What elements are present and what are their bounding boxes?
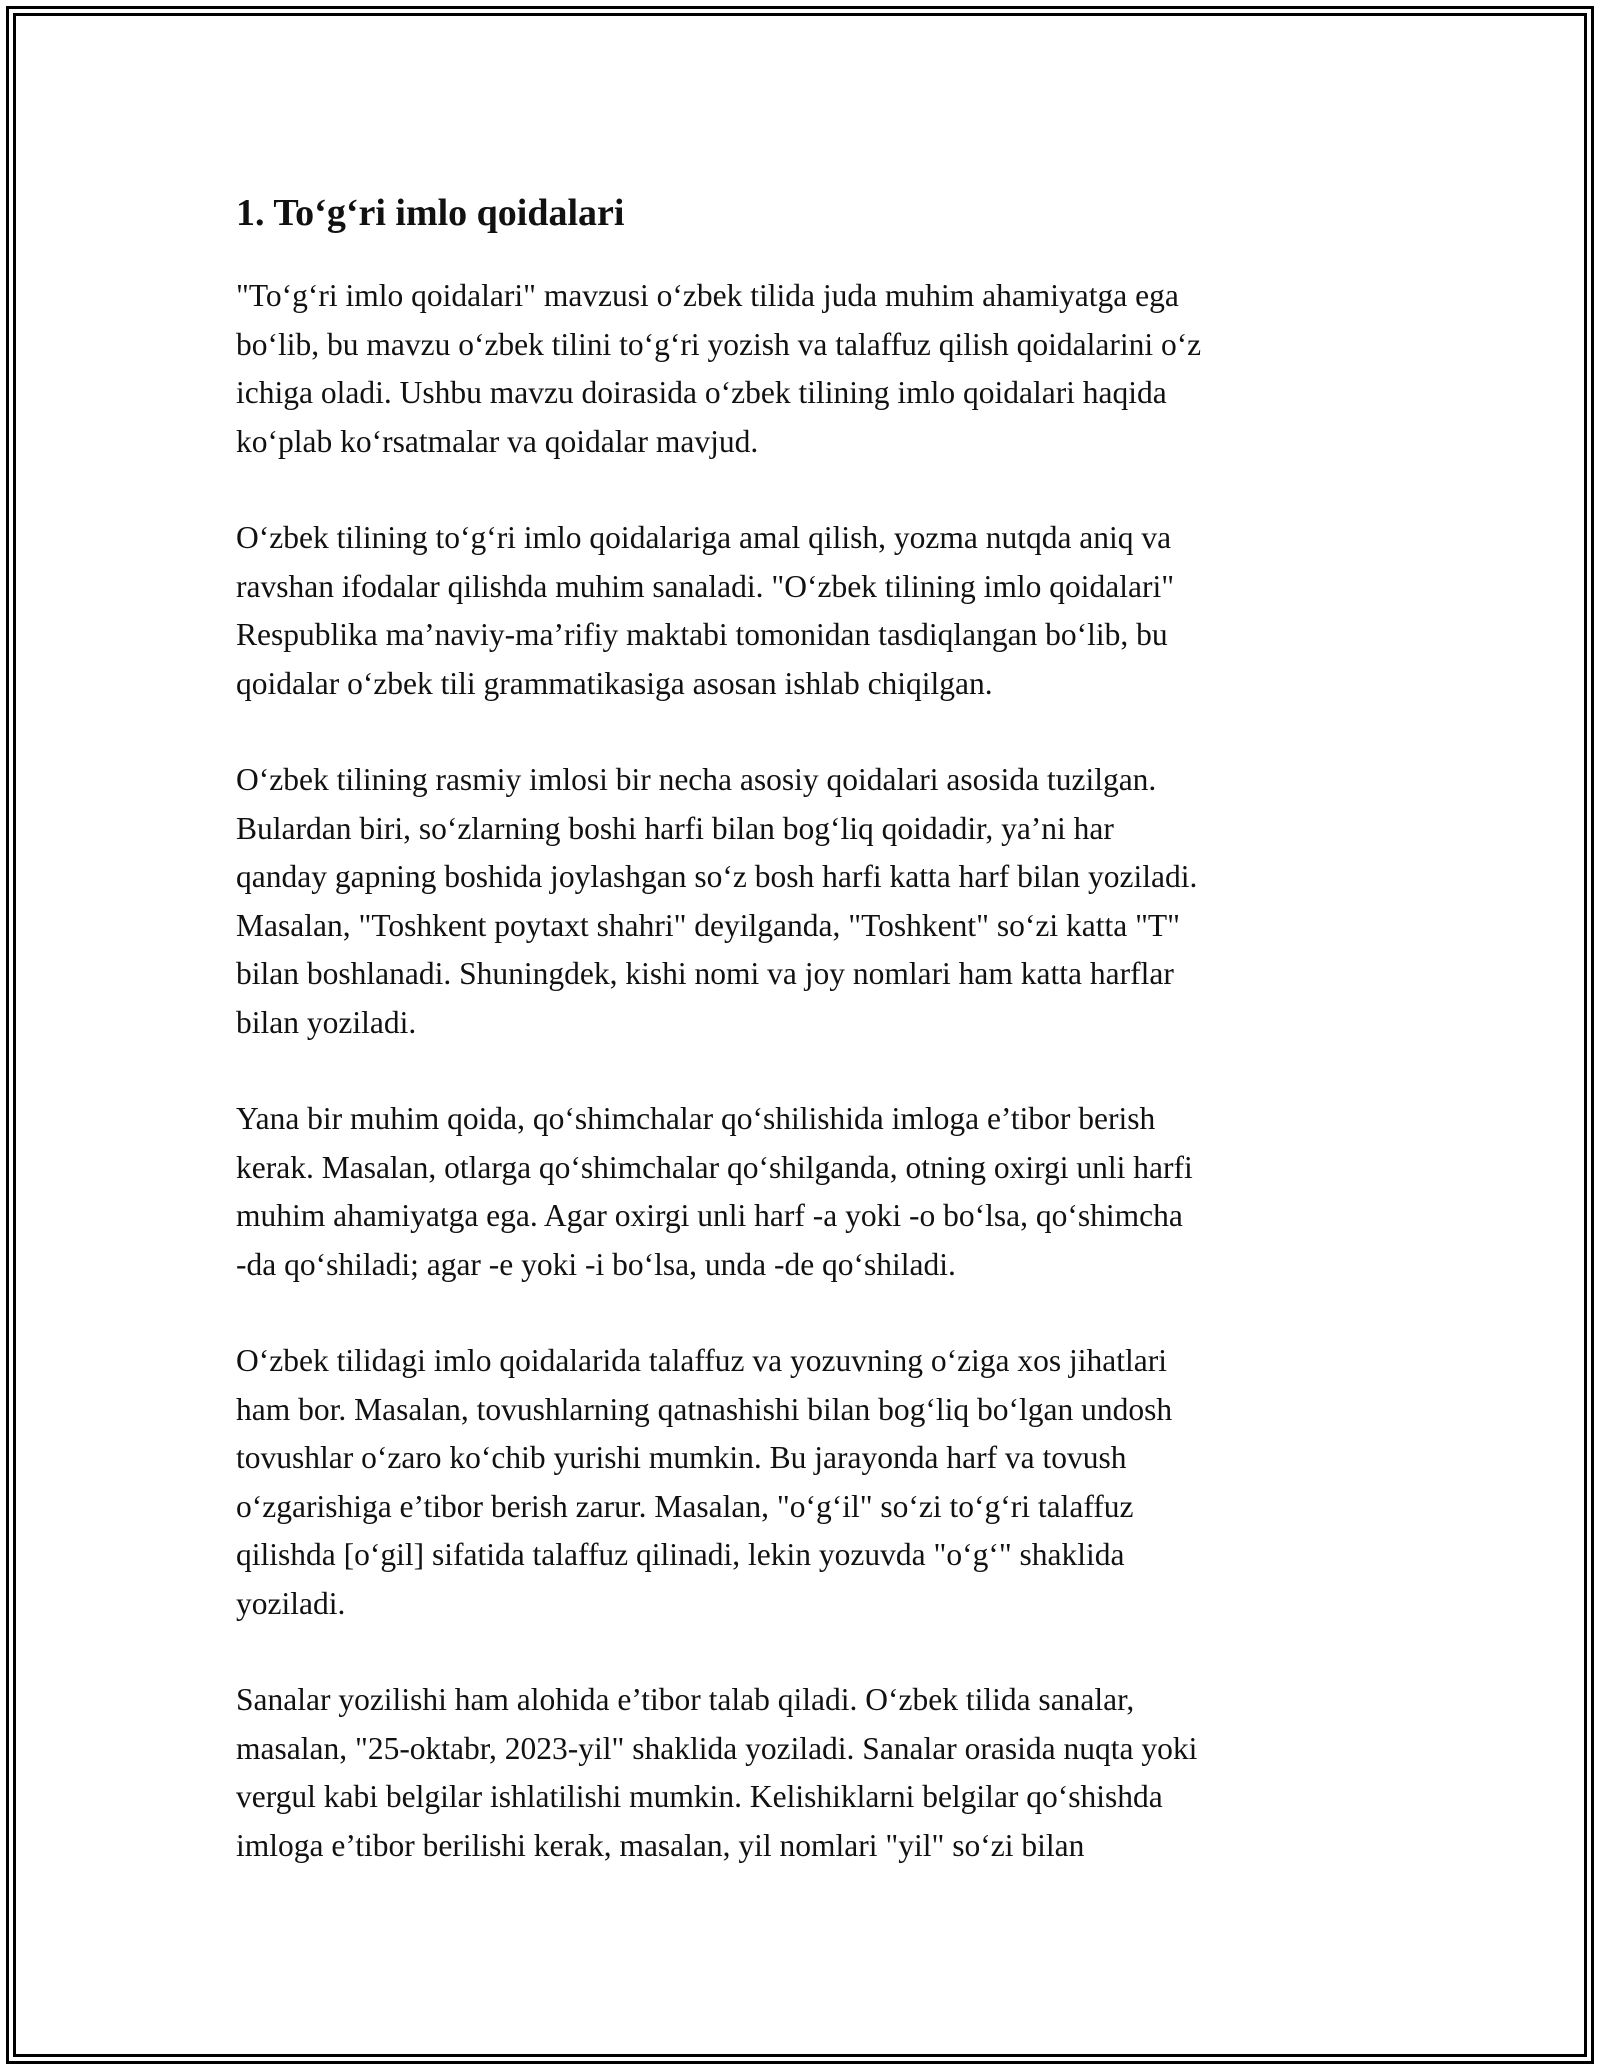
text-line: imloga e’tibor berilishi kerak, masalan, yil nomlari "yil" so‘zi bilan [236,1827,1085,1863]
text-line: qilishda [o‘gil] sifatida talaffuz qilinadi, lekin yozuvda "o‘g‘" shaklida [236,1537,1125,1572]
paragraph-1 [236,272,1386,466]
text-line: O‘zbek tilining to‘g‘ri imlo qoidalariga amal qilish, yozma nutqda aniq va [236,520,1172,555]
text-line: ichiga oladi. Ushbu mavzu doirasida o‘zbek tilining imlo qoidalari haqida [236,375,1167,410]
text-line: ko‘plab ko‘rsatmalar va qoidalar mavjud. [236,423,759,459]
text-line: Sanalar yozilishi ham alohida e’tibor talab qiladi. O‘zbek tilida sanalar, [236,1682,1135,1717]
text-line: Respublika ma’naviy-ma’rifiy maktabi tomonidan tasdiqlangan bo‘lib, bu [236,617,1168,652]
text-line: O‘zbek tilining rasmiy imlosi bir necha asosiy qoidalari asosida tuzilgan. [236,762,1157,797]
text-line: Bulardan biri, so‘zlarning boshi harfi bilan bog‘liq qoidadir, ya’ni har [236,810,1114,846]
text-line: -da qo‘shiladi; agar -e yoki -i bo‘lsa, unda -de qo‘shiladi. [236,1246,956,1282]
text-line: ravshan ifodalar qilishda muhim sanaladi. "O‘zbek tilining imlo qoidalari" [236,568,1175,604]
paragraph-5 [236,1337,1386,1628]
text-line: masalan, "25-oktabr, 2023-yil" shaklida yoziladi. Sanalar orasida nuqta yoki [236,1730,1198,1766]
text-line: qanday gapning boshida joylashgan so‘z bosh harfi katta harf bilan yoziladi. [236,859,1198,894]
text-line: "To‘g‘ri imlo qoidalari" mavzusi o‘zbek tilida juda muhim ahamiyatga ega [236,278,1179,313]
text-line: O‘zbek tilidagi imlo qoidalarida talaffuz va yozuvning o‘ziga xos jihatlari [236,1343,1168,1378]
document-body [236,188,1386,1918]
text-line: qoidalar o‘zbek tili grammatikasiga asosan ishlab chiqilgan. [236,665,993,701]
text-line: yoziladi. [236,1585,346,1621]
text-line: Masalan, "Toshkent poytaxt shahri" deyilganda, "Toshkent" so‘zi katta "T" [236,907,1181,943]
text-line: muhim ahamiyatga ega. Agar oxirgi unli harf -a yoki -o bo‘lsa, qo‘shimcha [236,1198,1183,1233]
text-line: kerak. Masalan, otlarga qo‘shimchalar qo‘shilganda, otning oxirgi unli harfi [236,1149,1193,1185]
paragraph-3 [236,756,1386,1047]
text-line: tovushlar o‘zaro ko‘chib yurishi mumkin. Bu jarayonda harf va tovush [236,1440,1127,1475]
text-line: bo‘lib, bu mavzu o‘zbek tilini to‘g‘ri yozish va talaffuz qilish qoidalarini o‘z [236,326,1202,362]
text-line: o‘zgarishiga e’tibor berish zarur. Masalan, "o‘g‘il" so‘zi to‘g‘ri talaffuz [236,1488,1134,1524]
text-line: bilan boshlanadi. Shuningdek, kishi nomi va joy nomlari ham katta harflar [236,956,1174,991]
paragraph-2 [236,514,1386,708]
text-line: Yana bir muhim qoida, qo‘shimchalar qo‘shilishida imloga e’tibor berish [236,1101,1156,1136]
paragraph-4 [236,1095,1386,1289]
text-line: ham bor. Masalan, tovushlarning qatnashishi bilan bog‘liq bo‘lgan undosh [236,1391,1173,1427]
text-line: bilan yoziladi. [236,1004,417,1040]
text-line: vergul kabi belgilar ishlatilishi mumkin. Kelishiklarni belgilar qo‘shishda [236,1779,1163,1814]
section-heading: 1. To‘g‘ri imlo qoidalari [236,192,625,234]
paragraph-6 [236,1676,1386,1870]
